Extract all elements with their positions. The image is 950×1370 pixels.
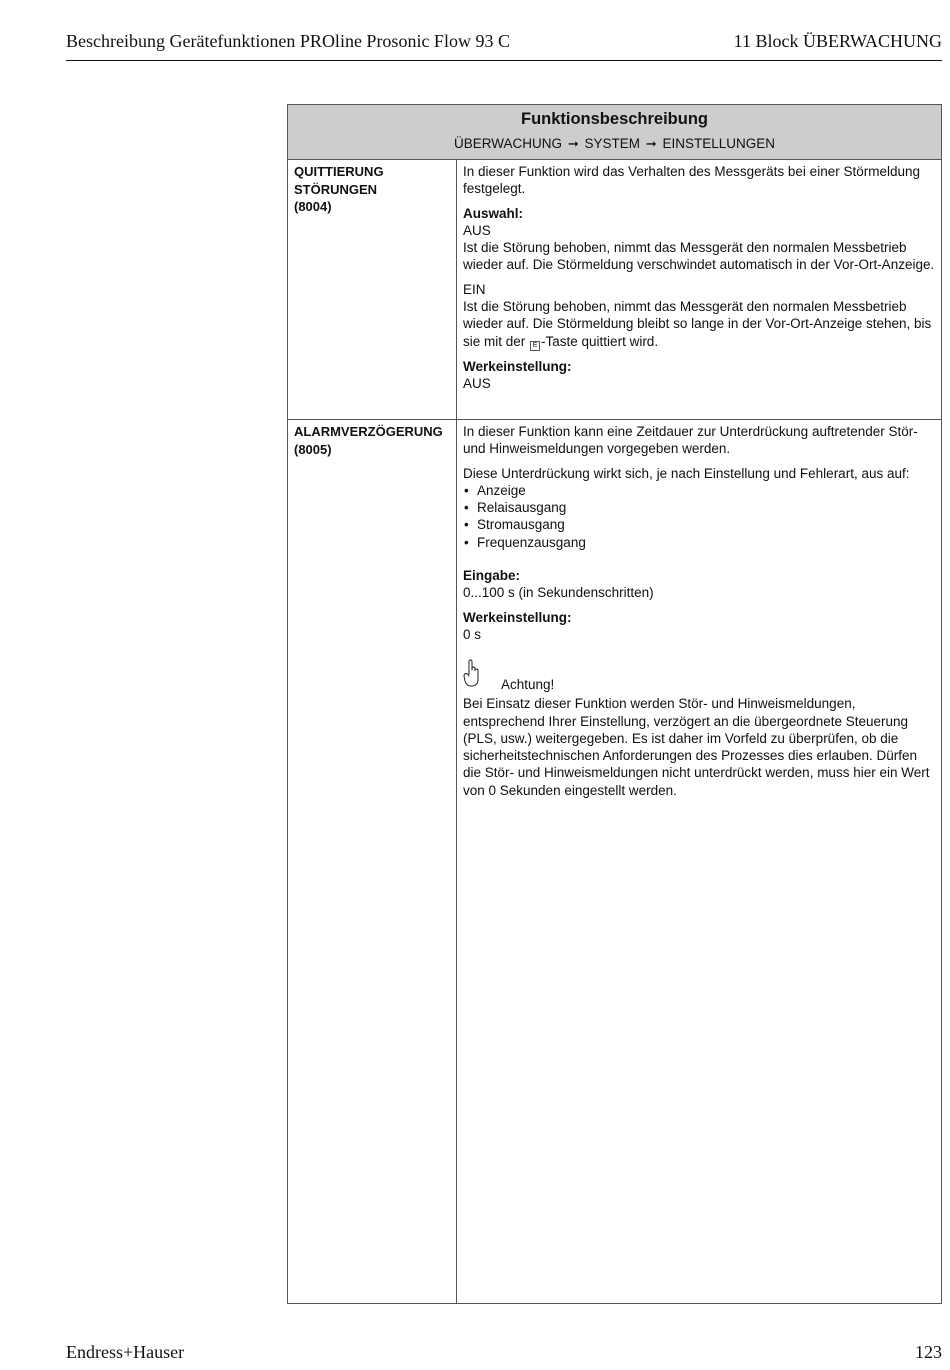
description-intro: In dieser Funktion kann eine Zeitdauer zur Unterdrückung auftretender Stör- und Hinweismeldungen vorgegeben werden. [463, 424, 918, 457]
effect-list [463, 482, 935, 551]
effect-intro: Diese Unterdrückung wirkt sich, je nach Einstellung und Fehlerart, aus auf: [463, 465, 910, 481]
description-intro: In dieser Funktion wird das Verhalten des Messgeräts bei einer Störmeldung festgelegt. [463, 164, 920, 197]
function-table [287, 104, 942, 1304]
werkeinstellung-value: AUS [463, 375, 491, 391]
warning-text: Bei Einsatz dieser Funktion werden Stör- und Hinweismeldungen, entsprechend Ihrer Einstellung, verzögert an die übergeordnete Steuerung (PLS, usw.) weitergegeben. Es ist daher im Vorfeld zu überprüfen, ob die sicherheitstechnischen Anforderungen des Prozesses dies erlauben. Dürfen die Stör- und Hinweismeldungen nicht unterdrückt werden, muss hier ein Wert von 0 Sekunden eingestellt werden. [463, 696, 930, 798]
enter-key-icon: E [530, 341, 540, 351]
table-title: Funktionsbeschreibung [520, 110, 708, 128]
pointing-hand-icon [463, 659, 481, 689]
warning-label: Achtung! [501, 677, 555, 693]
factory-setting-block [463, 609, 935, 644]
werkeinstellung-value: 0 s [463, 626, 482, 642]
function-code: (8005) [294, 441, 332, 457]
list-item: • Relaisausgang [463, 499, 935, 516]
option-aus-description: Ist die Störung behoben, nimmt das Messgerät den normalen Messbetrieb wieder auf. Die Störmeldung verschwindet automatisch in der Vor-Ort-Anzeige. [463, 240, 935, 273]
list-item: • Frequenzausgang [463, 534, 935, 551]
function-description-cell [463, 423, 935, 806]
option-aus-name: AUS [463, 222, 491, 238]
option-ein-name: EIN [463, 281, 486, 297]
function-name-line1: ALARMVERZÖGERUNG [294, 424, 443, 439]
werkeinstellung-label: Werkeinstellung: [463, 358, 572, 374]
eingabe-label: Eingabe: [463, 568, 521, 584]
header-document-title: Beschreibung Gerätefunktionen PROline Prosonic Flow 93 C [66, 31, 510, 51]
table-header [288, 105, 941, 160]
arrow-right-icon: ➞ [567, 136, 579, 151]
factory-setting-block [463, 358, 935, 393]
page-number: 123 [915, 1342, 942, 1362]
breadcrumb-item-system: SYSTEM [584, 136, 640, 151]
breadcrumb-item-ueberwachung: ÜBERWACHUNG [454, 136, 563, 151]
arrow-right-icon: ➞ [645, 136, 657, 151]
table-row-alarmverzoegerung [288, 420, 941, 1303]
function-description-cell [463, 163, 935, 399]
option-ein-description-end: -Taste quittiert wird. [541, 333, 659, 349]
table-row-quittierung [288, 160, 941, 420]
selection-block [463, 205, 935, 274]
function-name-line2: STÖRUNGEN [294, 181, 378, 197]
auswahl-label: Auswahl: [463, 205, 524, 221]
input-block [463, 567, 935, 602]
list-item: • Anzeige [463, 482, 935, 499]
list-item: • Stromausgang [463, 516, 935, 533]
header-section-title: 11 Block ÜBERWACHUNG [733, 31, 942, 51]
function-code: (8004) [294, 199, 332, 214]
running-header [66, 31, 942, 57]
header-rule [66, 60, 942, 61]
option-ein-description-start: Ist die Störung behoben, nimmt das Messgerät den normalen Messbetrieb wieder auf. Die Störmeldung bleibt so lange in der Vor-Ort-Anzeige stehen, bis sie mit der [463, 299, 932, 349]
footer-brand: Endress+Hauser [66, 1342, 185, 1362]
function-name-line1: QUITTIERUNG [294, 164, 384, 179]
breadcrumb [288, 134, 941, 154]
breadcrumb-item-einstellungen: EINSTELLUNGEN [662, 136, 775, 151]
eingabe-value: 0...100 s (in Sekundenschritten) [463, 585, 654, 601]
function-name-cell [294, 423, 452, 458]
werkeinstellung-label: Werkeinstellung: [463, 609, 572, 625]
warning-heading [463, 659, 935, 695]
function-name-cell [294, 163, 452, 216]
option-ein-block [463, 281, 935, 351]
